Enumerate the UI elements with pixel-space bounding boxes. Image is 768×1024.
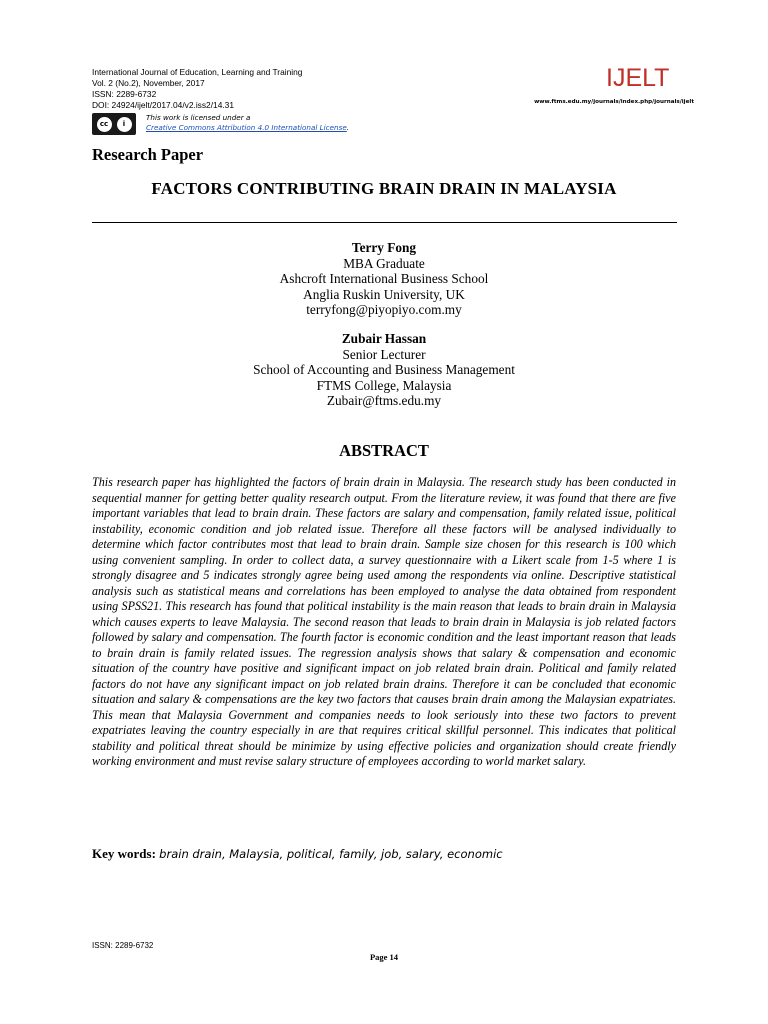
paper-title: FACTORS CONTRIBUTING BRAIN DRAIN IN MALAYSIA [151,179,617,198]
journal-header [92,67,302,111]
keywords-label: Key words: [92,846,156,861]
title-divider [92,222,677,223]
paper-type-label: Research Paper [92,145,204,164]
attribution-icon: i [117,117,132,132]
author-role: Senior Lecturer [342,346,426,362]
author-name: Terry Fong [351,240,417,255]
footer-issn: ISSN: 2289-6732 [92,941,154,950]
license-text [146,113,349,133]
journal-name: International Journal of Education, Learning and Training [92,67,303,77]
journal-doi: DOI: 24924/ijelt/2017.04/v2.iss2/14.31 [92,100,235,110]
journal-volume: Vol. 2 (No.2), November, 2017 [92,78,205,88]
license-link[interactable]: Creative Commons Attribution 4.0 International License [146,123,347,132]
journal-url[interactable]: www.ftms.edu.my/journals/index.php/journals/ijelt [534,99,694,105]
ijelt-logo: IJELT [606,64,670,92]
author-institution: Ashcroft International Business School [279,271,489,286]
author-email: terryfong@piyopiyo.com.my [306,302,462,317]
cc-icon: cc [97,117,112,132]
journal-issn: ISSN: 2289-6732 [92,89,157,99]
keywords-line [92,846,676,862]
license-prefix: This work is licensed under a [146,113,251,122]
author-block [92,240,676,318]
author-role: MBA Graduate [343,255,425,271]
abstract-heading: ABSTRACT [339,441,429,460]
keywords-list: brain drain, Malaysia, political, family, job, salary, economic [159,847,503,861]
author-affiliation: Anglia Ruskin University, UK [303,286,465,302]
author-email: Zubair@ftms.edu.my [326,393,442,408]
creative-commons-badge[interactable] [92,113,136,135]
page-number: Page 14 [369,952,399,962]
license-row [92,113,349,135]
author-name: Zubair Hassan [341,331,427,346]
author-institution: School of Accounting and Business Management [253,362,515,377]
author-block [92,331,676,409]
author-affiliation: FTMS College, Malaysia [316,377,452,393]
license-suffix: . [346,123,350,132]
abstract-text: This research paper has highlighted the factors of brain drain in Malaysia. The research study has been conducted in sequential manner for getting better quality research output. From the literature review, it was found that there are five important variables that lead to brain drain. These factors are salary and compensation, family related issue, political instability, economic condition and job related issue. Therefore all these factors will be analysed individually to determine which factor contributes most that lead to brain drain. Sample size chosen for this research is 100 which using convenient sampling. In order to collect data, a survey questionnaire with a Likert scale from 1-5 where 1 is strongly disagree and 5 indicates strongly agree being used among the respondents via online. Descriptive statistical analysis such as statistical means and correlations has been employed to analyse the data obtained from respondent using SPSS21. This research has found that political instability is the main reason that leads to brain drain in Malaysia which causes experts to leave Malaysia. The second reason that leads to brain drain in Malaysia is job related factors followed by salary and compensation. The fourth factor is economic condition and the least important reason that leads to brain drain is family related issues. The regression analysis shows that salary & compensation and economic situation of the country have positive and significant impact on job related brain drain. Political and family related factors do not have any significant impact on job related brain drains. Therefore it can be concluded that economic situation and salary & compensations are the key two factors that causes brain drain among the Malaysian expatriates. This mean that Malaysia Government and companies needs to look seriously into these two factors to prevent expatriates leaving the country especially in are that requires critical skillful personnel. This indicates that political stability and political threat should be minimize by using effective policies and organization should create friendly working environment and must revise salary structure of employees according to world market salary. [92,475,676,768]
